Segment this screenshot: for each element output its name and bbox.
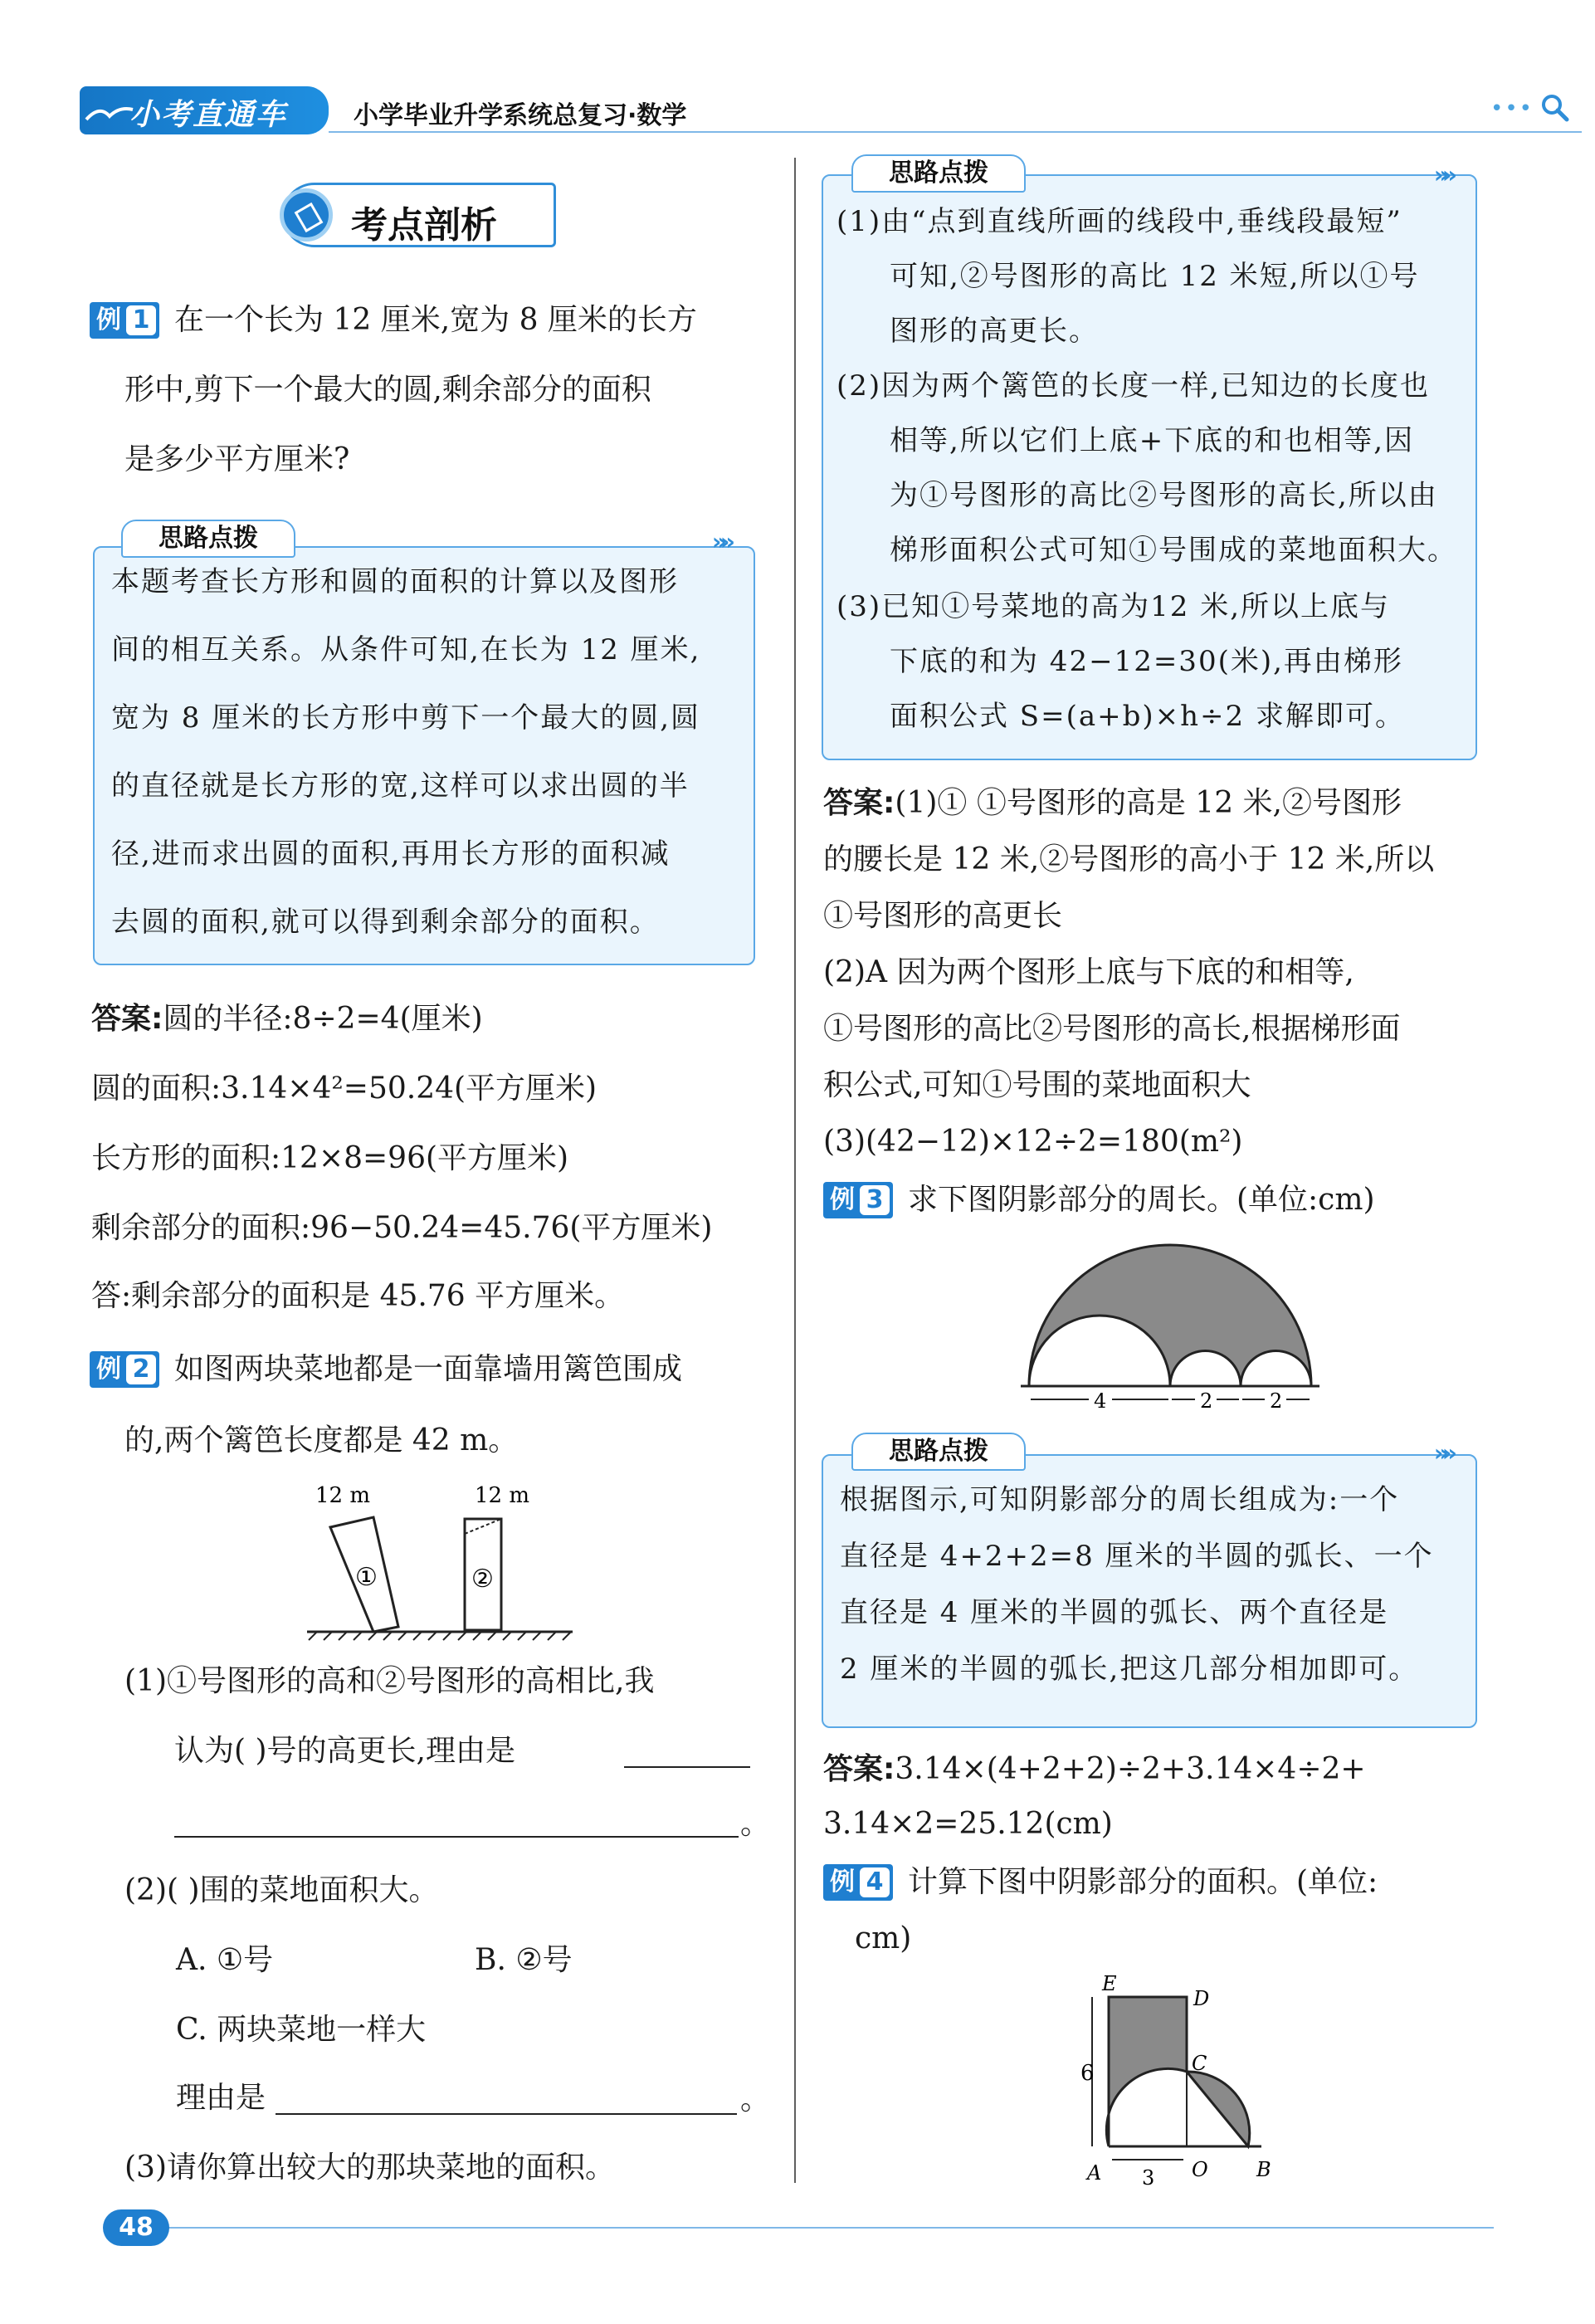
hint-tab: 思路点拨	[121, 520, 295, 558]
fence-length-label-2: 12 m	[475, 1483, 530, 1508]
example-2-line: 如图两块菜地都是一面靠墙用篱笆围成	[174, 1352, 683, 1386]
shape-2-label: ②	[471, 1565, 494, 1594]
example-number: 2	[126, 1355, 156, 1384]
header-rule	[329, 131, 1582, 133]
hint-line: 可知,②号图形的高比 12 米短,所以①号	[890, 260, 1420, 293]
answer-line: 积公式,可知①号围的菜地面积大	[823, 1068, 1251, 1102]
example-1-badge	[90, 302, 159, 339]
hint-line: (3)已知①号菜地的高为12 米,所以上底与	[837, 590, 1391, 623]
answer-line: 答:剩余部分的面积是 45.76 平方厘米。	[91, 1279, 625, 1313]
example-4-question: 计算下图中阴影部分的面积。(单位:	[908, 1865, 1378, 1899]
pencil-icon	[280, 188, 333, 242]
answer-blank[interactable]	[624, 1766, 750, 1768]
point-b-label: B	[1256, 2158, 1271, 2181]
dimension-label-2b: 2	[1270, 1389, 1283, 1413]
question-2-1-cont: 认为( )号的高更长,理由是	[174, 1734, 515, 1768]
example-badge-label: 例	[96, 1355, 121, 1384]
answer-blank[interactable]	[276, 2113, 737, 2115]
width-label: 3	[1142, 2166, 1155, 2190]
example-1-line: 在一个长为 12 厘米,宽为 8 厘米的长方	[174, 303, 697, 337]
point-c-label: C	[1192, 2052, 1207, 2075]
point-a-label: A	[1087, 2161, 1102, 2185]
example-1-line: 是多少平方厘米?	[124, 442, 350, 476]
hint-line: 直径是 4 厘米的半圆的弧长、两个直径是	[840, 1596, 1389, 1629]
question-2-2: (2)( )围的菜地面积大。	[124, 1873, 439, 1907]
answer-text: 3.14×(4+2+2)÷2+3.14×4÷2+	[895, 1752, 1366, 1786]
option-b[interactable]: B. ②号	[475, 1943, 573, 1977]
hint-line: (1)由“点到直线所画的线段中,垂线段最短”	[837, 205, 1402, 238]
point-o-label: O	[1192, 2158, 1208, 2181]
period: 。	[740, 1807, 771, 1841]
example-3-badge	[823, 1182, 893, 1218]
answer-blank[interactable]	[174, 1836, 739, 1838]
example-number: 3	[860, 1185, 890, 1215]
fence-length-label-1: 12 m	[315, 1483, 371, 1508]
height-label: 6	[1080, 2061, 1095, 2086]
dimension-label-4: 4	[1094, 1389, 1107, 1413]
double-chevron-icon: »»	[1433, 1439, 1451, 1467]
answer-line: 长方形的面积:12×8=96(平方厘米)	[91, 1141, 569, 1175]
shape-1-label: ①	[355, 1563, 378, 1592]
logo-text: 小考直通车	[129, 98, 288, 132]
answer-label: 答案:	[91, 1002, 163, 1036]
example-number: 4	[860, 1868, 890, 1897]
example-number: 1	[126, 305, 156, 335]
hint-tab: 思路点拨	[851, 154, 1026, 193]
answer-text: (1)① ①号图形的高是 12 米,②号图形	[895, 786, 1402, 820]
example-2-line: 的,两个篱笆长度都是 42 m。	[124, 1423, 519, 1457]
hint-box	[822, 159, 1477, 760]
answer-line: (3)(42−12)×12÷2=180(m²)	[823, 1125, 1243, 1159]
hint-line: 间的相互关系。从条件可知,在长为 12 厘米,	[111, 633, 701, 666]
period: 。	[740, 2082, 771, 2116]
answer-line: ①号图形的高更长	[823, 899, 1063, 933]
example-badge-label: 例	[830, 1185, 855, 1214]
example-badge-label: 例	[96, 305, 121, 334]
answer-line: 圆的面积:3.14×4²=50.24(平方厘米)	[91, 1072, 598, 1106]
answer-line: 剩余部分的面积:96−50.24=45.76(平方厘米)	[91, 1211, 713, 1245]
answer-label: 答案:	[823, 1752, 895, 1786]
example-3-question: 求下图阴影部分的周长。(单位:cm)	[908, 1183, 1375, 1217]
dots-decoration: •••	[1490, 96, 1534, 121]
hint-line: 宽为 8 厘米的长方形中剪下一个最大的圆,圆	[111, 701, 701, 735]
search-icon	[1540, 93, 1570, 123]
example-badge-label: 例	[830, 1868, 855, 1897]
hint-line: 直径是 4+2+2=8 厘米的半圆的弧长、一个	[840, 1540, 1434, 1573]
hint-line: 梯形面积公式可知①号围成的菜地面积大。	[890, 534, 1457, 567]
answer-text: 圆的半径:8÷2=4(厘米)	[163, 1002, 483, 1036]
point-e-label: E	[1102, 1972, 1117, 1995]
section-title	[282, 183, 556, 247]
answer-line: ①号图形的高比②号图形的高长,根据梯形面	[823, 1012, 1401, 1046]
double-chevron-icon: »»	[1433, 161, 1451, 188]
answer-line: (2)A 因为两个图形上底与下底的和相等,	[823, 955, 1354, 989]
example-4-question-cont: cm)	[855, 1921, 912, 1955]
page-number: 48	[103, 2209, 169, 2246]
hint-line: 径,进而求出圆的面积,再用长方形的面积减	[111, 837, 671, 871]
page-header	[80, 86, 1534, 134]
hint-line: 下底的和为 42−12=30(米),再由梯形	[890, 645, 1403, 678]
bird-swoosh-icon	[85, 101, 134, 126]
hint-line: 面积公式 S=(a+b)×h÷2 求解即可。	[890, 700, 1405, 733]
hint-line: 的直径就是长方形的宽,这样可以求出圆的半	[111, 769, 690, 803]
answer-label: 答案:	[823, 786, 895, 820]
hint-line: (2)因为两个篱笆的长度一样,已知边的长度也	[837, 369, 1430, 403]
option-c[interactable]: C. 两块菜地一样大	[176, 2013, 427, 2047]
hint-line: 本题考查长方形和圆的面积的计算以及图形	[111, 565, 679, 598]
hint-box	[822, 1437, 1477, 1728]
brand-logo	[80, 86, 329, 134]
shaded-region-right	[1187, 2072, 1250, 2146]
reason-label: 理由是	[176, 2081, 266, 2115]
hint-tab: 思路点拨	[851, 1433, 1026, 1471]
answer-line	[823, 1753, 1366, 1786]
shaded-region-left	[1106, 1997, 1187, 2146]
series-title: 小学毕业升学系统总复习·数学	[354, 101, 687, 130]
example-1-line: 形中,剪下一个最大的圆,剩余部分的面积	[124, 373, 651, 407]
hint-line: 为①号图形的高比②号图形的高长,所以由	[890, 479, 1438, 512]
garden-figure	[299, 1477, 581, 1643]
point-d-label: D	[1193, 1987, 1210, 2010]
question-2-1: (1)①号图形的高和②号图形的高相比,我	[124, 1664, 655, 1698]
semicircle-figure	[1021, 1228, 1336, 1419]
double-chevron-icon: »»	[711, 528, 729, 555]
hint-box	[93, 524, 755, 965]
answer-line: 3.14×2=25.12(cm)	[823, 1807, 1113, 1841]
question-2-3: (3)请你算出较大的那块菜地的面积。	[124, 2151, 615, 2185]
geometry-figure	[1062, 1972, 1311, 2196]
hint-line: 2 厘米的半圆的弧长,把这几部分相加即可。	[840, 1653, 1419, 1686]
answer-line	[91, 1003, 483, 1036]
hint-line: 图形的高更长。	[890, 315, 1099, 348]
example-2-badge	[90, 1351, 159, 1388]
example-4-badge	[823, 1864, 893, 1901]
hint-line: 相等,所以它们上底+下底的和也相等,因	[890, 424, 1415, 457]
answer-line	[823, 787, 1402, 820]
hint-line: 根据图示,可知阴影部分的周长组成为:一个	[840, 1483, 1400, 1516]
option-a[interactable]: A. ①号	[176, 1943, 274, 1977]
answer-line: 的腰长是 12 米,②号图形的高小于 12 米,所以	[823, 842, 1435, 876]
dimension-label-2a: 2	[1200, 1389, 1213, 1413]
footer-rule	[166, 2227, 1494, 2229]
column-divider	[794, 158, 796, 2183]
section-title-text: 考点剖析	[351, 204, 497, 247]
hint-line: 去圆的面积,就可以得到剩余部分的面积。	[111, 906, 660, 939]
